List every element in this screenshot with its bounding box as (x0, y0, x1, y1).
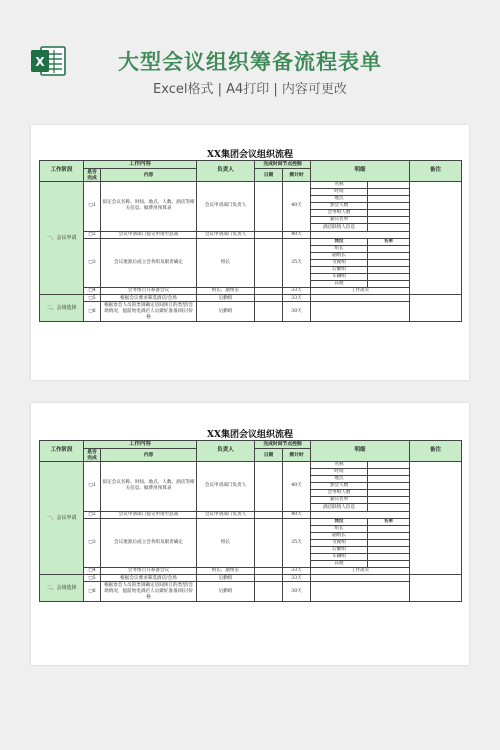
task-content: 会议批准后成立会务组及职责确定 (101, 238, 197, 288)
sheet-preview-1 (31, 125, 469, 380)
task-content: 根据参会人员的类别确定房间预订的类型/会场情况，提前致电酒店人员做好准备/商讨价格 (101, 302, 197, 322)
stage-label: 一、会议申请 (40, 181, 84, 295)
header-note: 备注 (410, 161, 462, 182)
task-detail (311, 575, 410, 582)
task-content: 拟定会议名称、时间、地点、人数、酒店等相关信息，做费用预算表 (101, 461, 197, 511)
stage-label: 一、会议申请 (40, 461, 84, 575)
task-owner: 会议申请部门负责人 (197, 461, 255, 511)
task-owner: 组长 (197, 238, 255, 288)
note-cell (410, 181, 462, 295)
detail-label: 时间 (311, 188, 368, 195)
task-checkbox[interactable]: □1 (84, 181, 101, 231)
header-content: 内容 (101, 168, 197, 181)
detail-value (368, 224, 410, 231)
detail-label: 时间 (311, 468, 368, 475)
role-name-value (368, 539, 410, 546)
task-countdown: 33天 (283, 568, 311, 575)
role-label: 组长 (311, 245, 368, 252)
task-content: 根据会议要求筛选酒店/会场 (101, 575, 197, 582)
flow-table (39, 440, 462, 602)
task-owner: 后勤组 (197, 295, 255, 302)
detail-value (368, 504, 410, 511)
sheet-title: XX集团会议组织流程 (207, 150, 293, 160)
task-detail: 工作落实 (311, 288, 410, 295)
header-stage: 工作阶段 (40, 441, 84, 462)
note-cell (410, 295, 462, 322)
role-name-value (368, 252, 410, 259)
task-countdown: 35天 (283, 518, 311, 568)
header-stage: 工作阶段 (40, 161, 84, 182)
task-countdown: 30天 (283, 582, 311, 602)
role-label: 其他 (311, 561, 368, 568)
role-name-value (368, 532, 410, 539)
detail-value (368, 497, 410, 504)
note-cell (410, 461, 462, 575)
task-content: 拟定会议名称、时间、地点、人数、酒店等相关信息，做费用预算表 (101, 181, 197, 231)
name-column-header: 名单 (368, 238, 410, 245)
task-date (255, 518, 283, 568)
task-checkbox[interactable]: □4 (84, 568, 101, 575)
role-label: 副组长 (311, 252, 368, 259)
task-date (255, 568, 283, 575)
role-label: 副组长 (311, 532, 368, 539)
svg-text:X: X (35, 55, 45, 69)
task-date (255, 181, 283, 231)
page-subtitle: Excel格式 | A4打印 | 内容可更改 (153, 82, 347, 97)
role-name-value (368, 561, 410, 568)
task-content: 会议申请部门提交申请至总裁 (101, 231, 197, 238)
task-date (255, 461, 283, 511)
task-content: 根据参会人员的类别确定房间预订的类型/会场情况，提前致电酒店人员做好准备/商讨价格 (101, 582, 197, 602)
header-content: 内容 (101, 448, 197, 461)
role-label: 文秘组 (311, 539, 368, 546)
task-owner: 组长、副组长 (197, 288, 255, 295)
task-content: 会议批准后成立会务组及职责确定 (101, 518, 197, 568)
header-work-content: 工作内容 (84, 161, 197, 169)
header-hint: 是否完成 (84, 448, 101, 461)
task-countdown: 33天 (283, 295, 311, 302)
task-owner: 会议申请部门负责人 (197, 231, 255, 238)
task-owner: 会议申请部门负责人 (197, 511, 255, 518)
role-label: 后勤组 (311, 266, 368, 273)
role-label: 后勤组 (311, 546, 368, 553)
role-label: 组长 (311, 525, 368, 532)
task-checkbox[interactable]: □4 (84, 288, 101, 295)
task-content: 根据会议要求筛选酒店/会场 (101, 295, 197, 302)
sheet-preview-2 (31, 403, 469, 665)
task-content: 会务组召开筹备会议 (101, 288, 197, 295)
task-checkbox[interactable]: □5 (84, 575, 101, 582)
header-countdown: 倒计时 (283, 448, 311, 461)
task-countdown: 40天 (283, 461, 311, 511)
task-checkbox[interactable]: □3 (84, 238, 101, 288)
role-label: 车辆组 (311, 554, 368, 561)
task-date (255, 295, 283, 302)
detail-value (368, 203, 410, 210)
detail-label: 酒店联络人信息 (311, 504, 368, 511)
role-column-header: 岗位 (311, 518, 368, 525)
task-date (255, 288, 283, 295)
detail-label: 嘉宾名单 (311, 217, 368, 224)
name-column-header: 名单 (368, 518, 410, 525)
task-detail (311, 231, 410, 238)
task-countdown: 33天 (283, 575, 311, 582)
header-owner: 负责人 (197, 441, 255, 462)
detail-value (368, 476, 410, 483)
detail-label: 名称 (311, 181, 368, 188)
header-detail: 明细 (311, 161, 410, 182)
task-countdown: 33天 (283, 288, 311, 295)
role-name-value (368, 281, 410, 288)
role-name-value (368, 245, 410, 252)
header-detail: 明细 (311, 441, 410, 462)
role-name-value (368, 266, 410, 273)
detail-label: 会务组人数 (311, 210, 368, 217)
task-owner: 会议申请部门负责人 (197, 181, 255, 231)
header-owner: 负责人 (197, 161, 255, 182)
detail-value (368, 210, 410, 217)
task-date (255, 231, 283, 238)
task-checkbox[interactable]: □1 (84, 461, 101, 511)
detail-value (368, 181, 410, 188)
task-checkbox[interactable]: □3 (84, 518, 101, 568)
task-checkbox[interactable]: □5 (84, 295, 101, 302)
task-checkbox[interactable]: □6 (84, 582, 101, 602)
task-countdown: 40天 (283, 181, 311, 231)
role-label: 文秘组 (311, 259, 368, 266)
task-date (255, 575, 283, 582)
header-time-control: 完成时间节点控制 (255, 441, 311, 449)
task-owner: 组长 (197, 518, 255, 568)
task-checkbox[interactable]: □6 (84, 302, 101, 322)
header-countdown: 倒计时 (283, 168, 311, 181)
sheet-title: XX集团会议组织流程 (207, 430, 293, 440)
detail-label: 参会人数 (311, 483, 368, 490)
page-title: 大型会议组织筹备流程表单 (118, 50, 382, 74)
task-owner: 后勤组 (197, 575, 255, 582)
role-label: 其他 (311, 281, 368, 288)
role-name-value (368, 525, 410, 532)
stage-label: 二、会场选择 (40, 295, 84, 322)
header-hint: 是否完成 (84, 168, 101, 181)
task-detail (311, 511, 410, 518)
detail-value (368, 468, 410, 475)
detail-value (368, 196, 410, 203)
page-header (0, 0, 500, 110)
task-detail (311, 302, 410, 322)
detail-label: 酒店联络人信息 (311, 224, 368, 231)
role-name-value (368, 554, 410, 561)
task-detail (311, 582, 410, 602)
note-cell (410, 575, 462, 602)
task-countdown: 40天 (283, 511, 311, 518)
task-date (255, 238, 283, 288)
detail-label: 嘉宾名单 (311, 497, 368, 504)
role-label: 车辆组 (311, 274, 368, 281)
task-countdown: 35天 (283, 238, 311, 288)
header-date: 日期 (255, 168, 283, 181)
task-detail: 工作落实 (311, 568, 410, 575)
header-note: 备注 (410, 441, 462, 462)
detail-value (368, 461, 410, 468)
detail-label: 参会人数 (311, 203, 368, 210)
detail-value (368, 483, 410, 490)
task-checkbox[interactable]: □2 (84, 511, 101, 518)
task-date (255, 582, 283, 602)
task-owner: 后勤组 (197, 302, 255, 322)
task-owner: 组长、副组长 (197, 568, 255, 575)
task-owner: 后勤组 (197, 582, 255, 602)
task-countdown: 40天 (283, 231, 311, 238)
header-date: 日期 (255, 448, 283, 461)
role-name-value (368, 274, 410, 281)
task-content: 会务组召开筹备会议 (101, 568, 197, 575)
role-name-value (368, 546, 410, 553)
task-detail (311, 295, 410, 302)
detail-value (368, 188, 410, 195)
detail-label: 地点 (311, 196, 368, 203)
role-name-value (368, 259, 410, 266)
detail-value (368, 217, 410, 224)
detail-label: 名称 (311, 461, 368, 468)
role-column-header: 岗位 (311, 238, 368, 245)
detail-value (368, 490, 410, 497)
stage-label: 二、会场选择 (40, 575, 84, 602)
task-date (255, 302, 283, 322)
task-content: 会议申请部门提交申请至总裁 (101, 511, 197, 518)
detail-label: 地点 (311, 476, 368, 483)
task-date (255, 511, 283, 518)
flow-table (39, 160, 462, 322)
task-checkbox[interactable]: □2 (84, 231, 101, 238)
detail-label: 会务组人数 (311, 490, 368, 497)
header-work-content: 工作内容 (84, 441, 197, 449)
header-time-control: 完成时间节点控制 (255, 161, 311, 169)
task-countdown: 30天 (283, 302, 311, 322)
